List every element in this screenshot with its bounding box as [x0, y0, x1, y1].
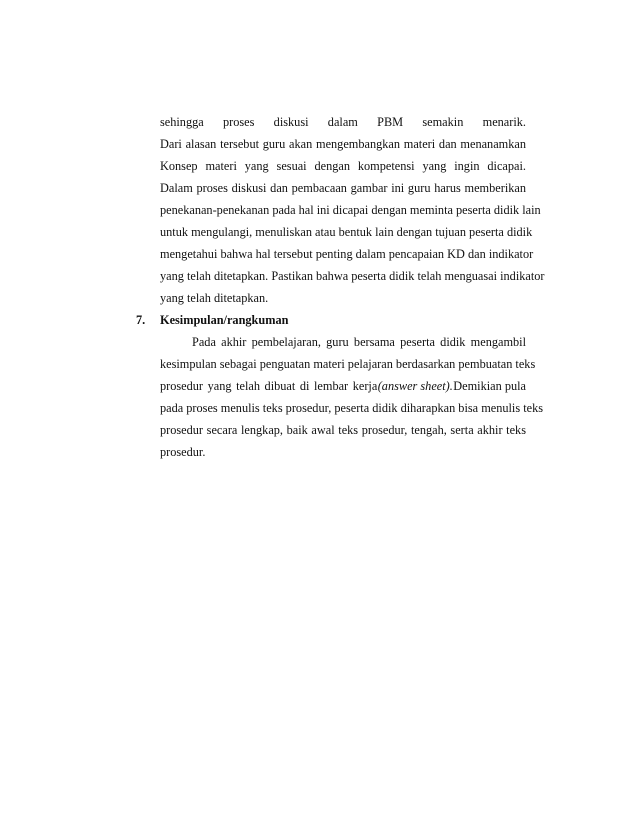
line-segment: prosedur yang telah dibuat di lembar kerja	[160, 379, 378, 393]
paragraph-line: kesimpulan sebagai penguatan materi pelajaran berdasarkan pembuatan teks	[160, 357, 536, 371]
paragraph-line: Dari alasan tersebut guru akan mengembangkan materi dan menanamkan	[160, 137, 526, 151]
paragraph-line: untuk mengulangi, menuliskan atau bentuk lain dengan tujuan peserta didik	[160, 225, 533, 239]
paragraph-line: penekanan-penekanan pada hal ini dicapai dengan meminta peserta didik lain	[160, 203, 541, 217]
italic-term: (answer sheet).	[377, 379, 453, 393]
paragraph-line	[160, 377, 526, 395]
paragraph-line: Pada akhir pembelajaran, guru bersama peserta didik mengambil	[192, 335, 526, 349]
paragraph-line: prosedur.	[160, 445, 206, 459]
section-heading: Kesimpulan/rangkuman	[160, 313, 289, 327]
paragraph-line: Dalam proses diskusi dan pembacaan gambar ini guru harus memberikan	[160, 181, 526, 195]
line-segment: Demikian pula	[453, 379, 526, 393]
paragraph-line: yang telah ditetapkan.	[160, 291, 269, 305]
paragraph-line: Konsep materi yang sesuai dengan kompetensi yang ingin dicapai.	[160, 159, 526, 173]
paragraph-line: mengetahui bahwa hal tersebut penting dalam pencapaian KD dan indikator	[160, 247, 534, 261]
paragraph-line: pada proses menulis teks prosedur, peserta didik diharapkan bisa menulis teks	[160, 401, 544, 415]
paragraph-line: sehingga proses diskusi dalam PBM semakin menarik.	[160, 115, 526, 129]
section-number: 7.	[136, 313, 146, 327]
paragraph-line: prosedur secara lengkap, baik awal teks prosedur, tengah, serta akhir teks	[160, 423, 526, 437]
paragraph-line: yang telah ditetapkan. Pastikan bahwa peserta didik telah menguasai indikator	[160, 269, 545, 283]
